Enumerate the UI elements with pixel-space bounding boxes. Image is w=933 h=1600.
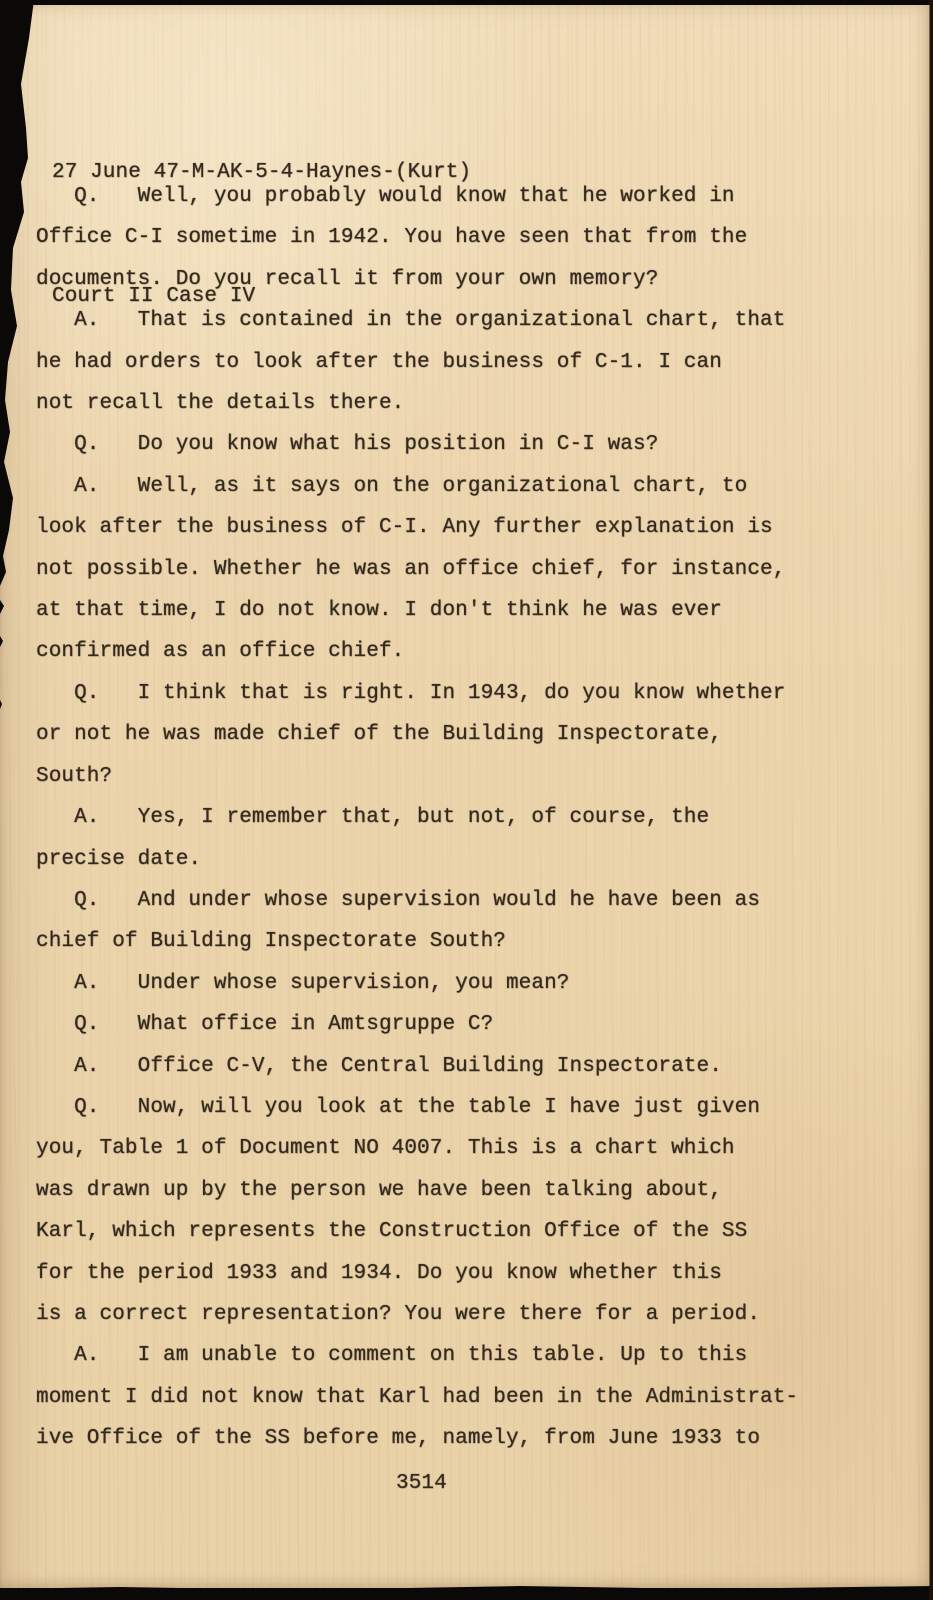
transcript-line: A. Well, as it says on the organizational chart, to: [36, 474, 748, 498]
transcript-line: A. That is contained in the organizational chart, that: [36, 309, 786, 333]
transcript-line: A. Under whose supervision, you mean?: [36, 971, 570, 995]
transcript-line: confirmed as an office chief.: [36, 640, 405, 664]
paper-sheet: [0, 4, 930, 1588]
header-court-case-line: Court II Case IV: [52, 285, 256, 309]
transcript-line: Office C-I sometime in 1942. You have seen that from the: [36, 226, 748, 250]
transcript-line: Q. Well, you probably would know that he worked in: [36, 185, 735, 208]
transcript-line: Q. Do you know what his position in C-I was?: [36, 433, 659, 457]
transcript-line: chief of Building Inspectorate South?: [36, 930, 506, 954]
transcript-line: not possible. Whether he was an office chief, for instance,: [36, 557, 786, 581]
transcript-body: [36, 176, 798, 1460]
transcript-line: South?: [36, 764, 113, 788]
transcript-line: ive Office of the SS before me, namely, from June 1933 to: [36, 1427, 761, 1451]
transcript-line: was drawn up by the person we have been talking about,: [36, 1178, 722, 1202]
transcript-line: for the period 1933 and 1934. Do you know whether this: [36, 1261, 722, 1285]
transcript-line: you, Table 1 of Document NO 4007. This is a chart which: [36, 1137, 735, 1161]
transcript-line: or not he was made chief of the Building Inspectorate,: [36, 723, 722, 747]
transcript-line: look after the business of C-I. Any further explanation is: [36, 516, 773, 540]
transcript-line: Q. I think that is right. In 1943, do you know whether: [36, 681, 786, 705]
transcript-line: at that time, I do not know. I don't think he was ever: [36, 599, 722, 623]
transcript-line: A. Office C-V, the Central Building Inspectorate.: [36, 1054, 722, 1078]
header-date-reporter-line: 27 June 47-M-AK-5-4-Haynes-(Kurt): [52, 160, 472, 184]
transcript-line: A. Yes, I remember that, but not, of course, the: [36, 806, 710, 830]
typewritten-text-layer: [0, 4, 930, 1588]
scan-edge-bottom: [0, 1586, 933, 1600]
transcript-line: not recall the details there.: [36, 392, 405, 416]
page-number: 3514: [396, 1472, 447, 1495]
transcript-line: Q. Now, will you look at the table I have just given: [36, 1095, 761, 1119]
transcript-line: Karl, which represents the Construction Office of the SS: [36, 1220, 748, 1244]
transcript-line: Q. And under whose supervision would he have been as: [36, 888, 761, 912]
transcript-line: Q. What office in Amtsgruppe C?: [36, 1013, 494, 1037]
transcript-line: moment I did not know that Karl had been in the Administrat-: [36, 1385, 799, 1409]
transcript-line: he had orders to look after the business of C-1. I can: [36, 350, 722, 374]
transcript-line: precise date.: [36, 847, 202, 871]
transcript-line: is a correct representation? You were there for a period.: [36, 1302, 761, 1326]
transcript-line: documents. Do you recall it from your own memory?: [36, 267, 659, 291]
transcript-line: A. I am unable to comment on this table. Up to this: [36, 1344, 748, 1368]
